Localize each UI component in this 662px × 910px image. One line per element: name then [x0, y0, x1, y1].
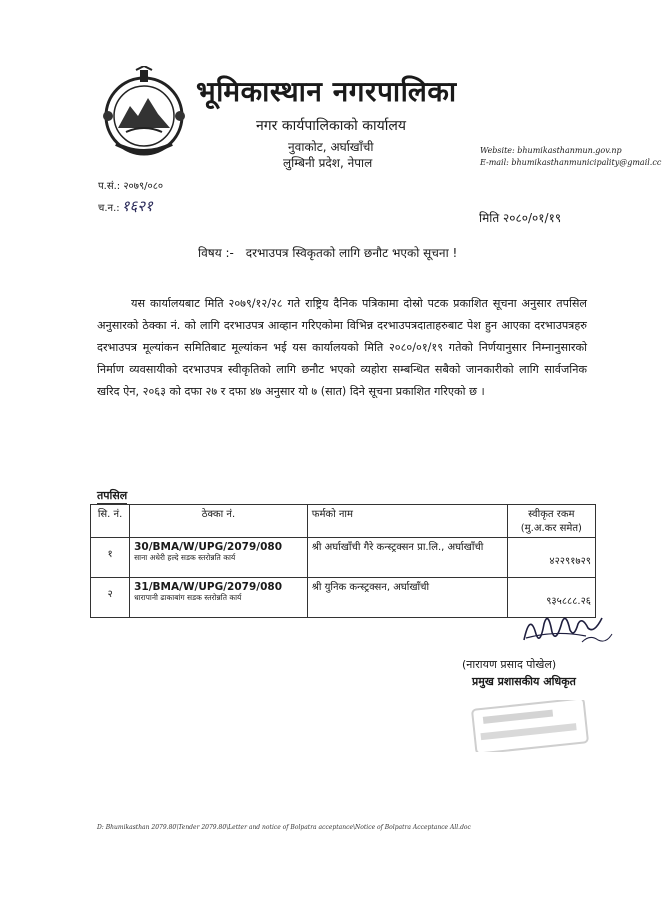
header-sn: सि. नं. [91, 505, 130, 538]
row-sn: १ [91, 538, 130, 578]
reference-label: प.सं.: [98, 181, 121, 192]
address-line-1: नुवाकोट, अर्घाखाँची [288, 140, 374, 154]
table-header-row [91, 505, 596, 538]
letter-date: मिति २०८०/०१/१९ [479, 211, 562, 225]
contact-info [480, 145, 661, 169]
dispatch-label: च.न.: [98, 203, 120, 214]
header-firm: फर्मको नाम [307, 505, 507, 538]
reference-number [98, 178, 163, 192]
row-amount: ४२२९१७२९ [549, 556, 591, 567]
row-contract [130, 538, 308, 578]
contract-name: साना अधेरी हल्दे सडक स्तरोन्नति कार्य [134, 553, 236, 562]
signature-icon [516, 604, 616, 650]
table-title: तपसिल [97, 489, 128, 502]
table-row [91, 538, 596, 578]
row-contract [130, 578, 308, 618]
contract-code: 30/BMA/W/UPG/2079/080 [134, 541, 283, 553]
dispatch-value: १६२१ [121, 197, 153, 215]
header-contract: ठेक्का नं. [130, 505, 308, 538]
selected-bids-table [90, 504, 596, 618]
municipality-emblem-icon [96, 66, 192, 162]
row-sn: २ [91, 578, 130, 618]
website-text: Website: bhumikasthanmun.gov.np [480, 146, 622, 155]
notice-body: यस कार्यालयबाट मिति २०७९/१२/२८ गते राष्ट्रिय दैनिक पत्रिकामा दोस्रो पटक प्रकाशित सूचना अनुसार तपसिल अनुसारको ठेक्का नं. को लागि दरभाउपत्र आव्हान गरिएकोमा विभिन्न दरभाउपत्रदाताहरुबाट पेश हुन आएका दरभाउपत्रहरु दरभाउपत्र मूल्यांकन समितिबाट मूल्यांकन भई यस कार्यालयको मिति २०८०/०१/१९ गतेको निर्णयानुसार निम्नानुसारको निर्माण व्यवसायीको दरभाउपत्र स्वीकृतिको लागि छनौट भएको व्यहोरा सम्बन्धित सबैको जानकारीको लागि सार्वजनिक खरिद ऐन, २०६३ को दफा २७ र दफा ४७ अनुसार यो ७ (सात) दिने सूचना प्रकाशित गरिएको छ । [97, 297, 587, 398]
contract-code: 31/BMA/W/UPG/2079/080 [134, 581, 283, 593]
address-line-2: लुम्बिनी प्रदेश, नेपाल [283, 156, 373, 170]
row-firm: श्री युनिक कन्स्ट्रक्सन, अर्घाखाँची [307, 578, 507, 618]
office-name: नगर कार्यपालिकाको कार्यालय [256, 118, 406, 134]
subject-line [198, 244, 457, 261]
organization-name: भूमिकास्थान नगरपालिका [196, 75, 457, 108]
signatory-name: (नारायण प्रसाद पोखेल) [462, 658, 557, 671]
row-firm: श्री अर्घाखाँची गैरे कन्स्ट्रक्सन प्रा.लि., अर्घाखाँची [307, 538, 507, 578]
reference-value: २०७९/०८० [123, 181, 164, 192]
email-text: E-mail: bhumikasthanmunicipality@gmail.cc [480, 158, 662, 167]
header-amount: स्वीकृत रकम (मु.अ.कर समेत) [507, 505, 595, 538]
dispatch-number [98, 196, 153, 216]
signatory-title: प्रमुख प्रशासकीय अधिकृत [472, 675, 576, 688]
contract-name: धारापानी ढाकाबांग सडक स्तरोन्नति कार्य [134, 593, 242, 602]
office-stamp-icon [470, 700, 590, 752]
subject-text: दरभाउपत्र स्विकृतको लागि छनौट भएको सूचना ! [245, 246, 458, 260]
file-path-footer: D: Bhumikasthan 2079.80\Tender 2079.80\Letter and notice of Bolpatra acceptance\Notice of Bolpatra Acceptance All.doc [97, 824, 471, 831]
subject-label: विषय :- [198, 246, 234, 260]
row-amount-cell [507, 538, 595, 578]
row-amount: ९३५८८८.२६ [546, 596, 591, 607]
